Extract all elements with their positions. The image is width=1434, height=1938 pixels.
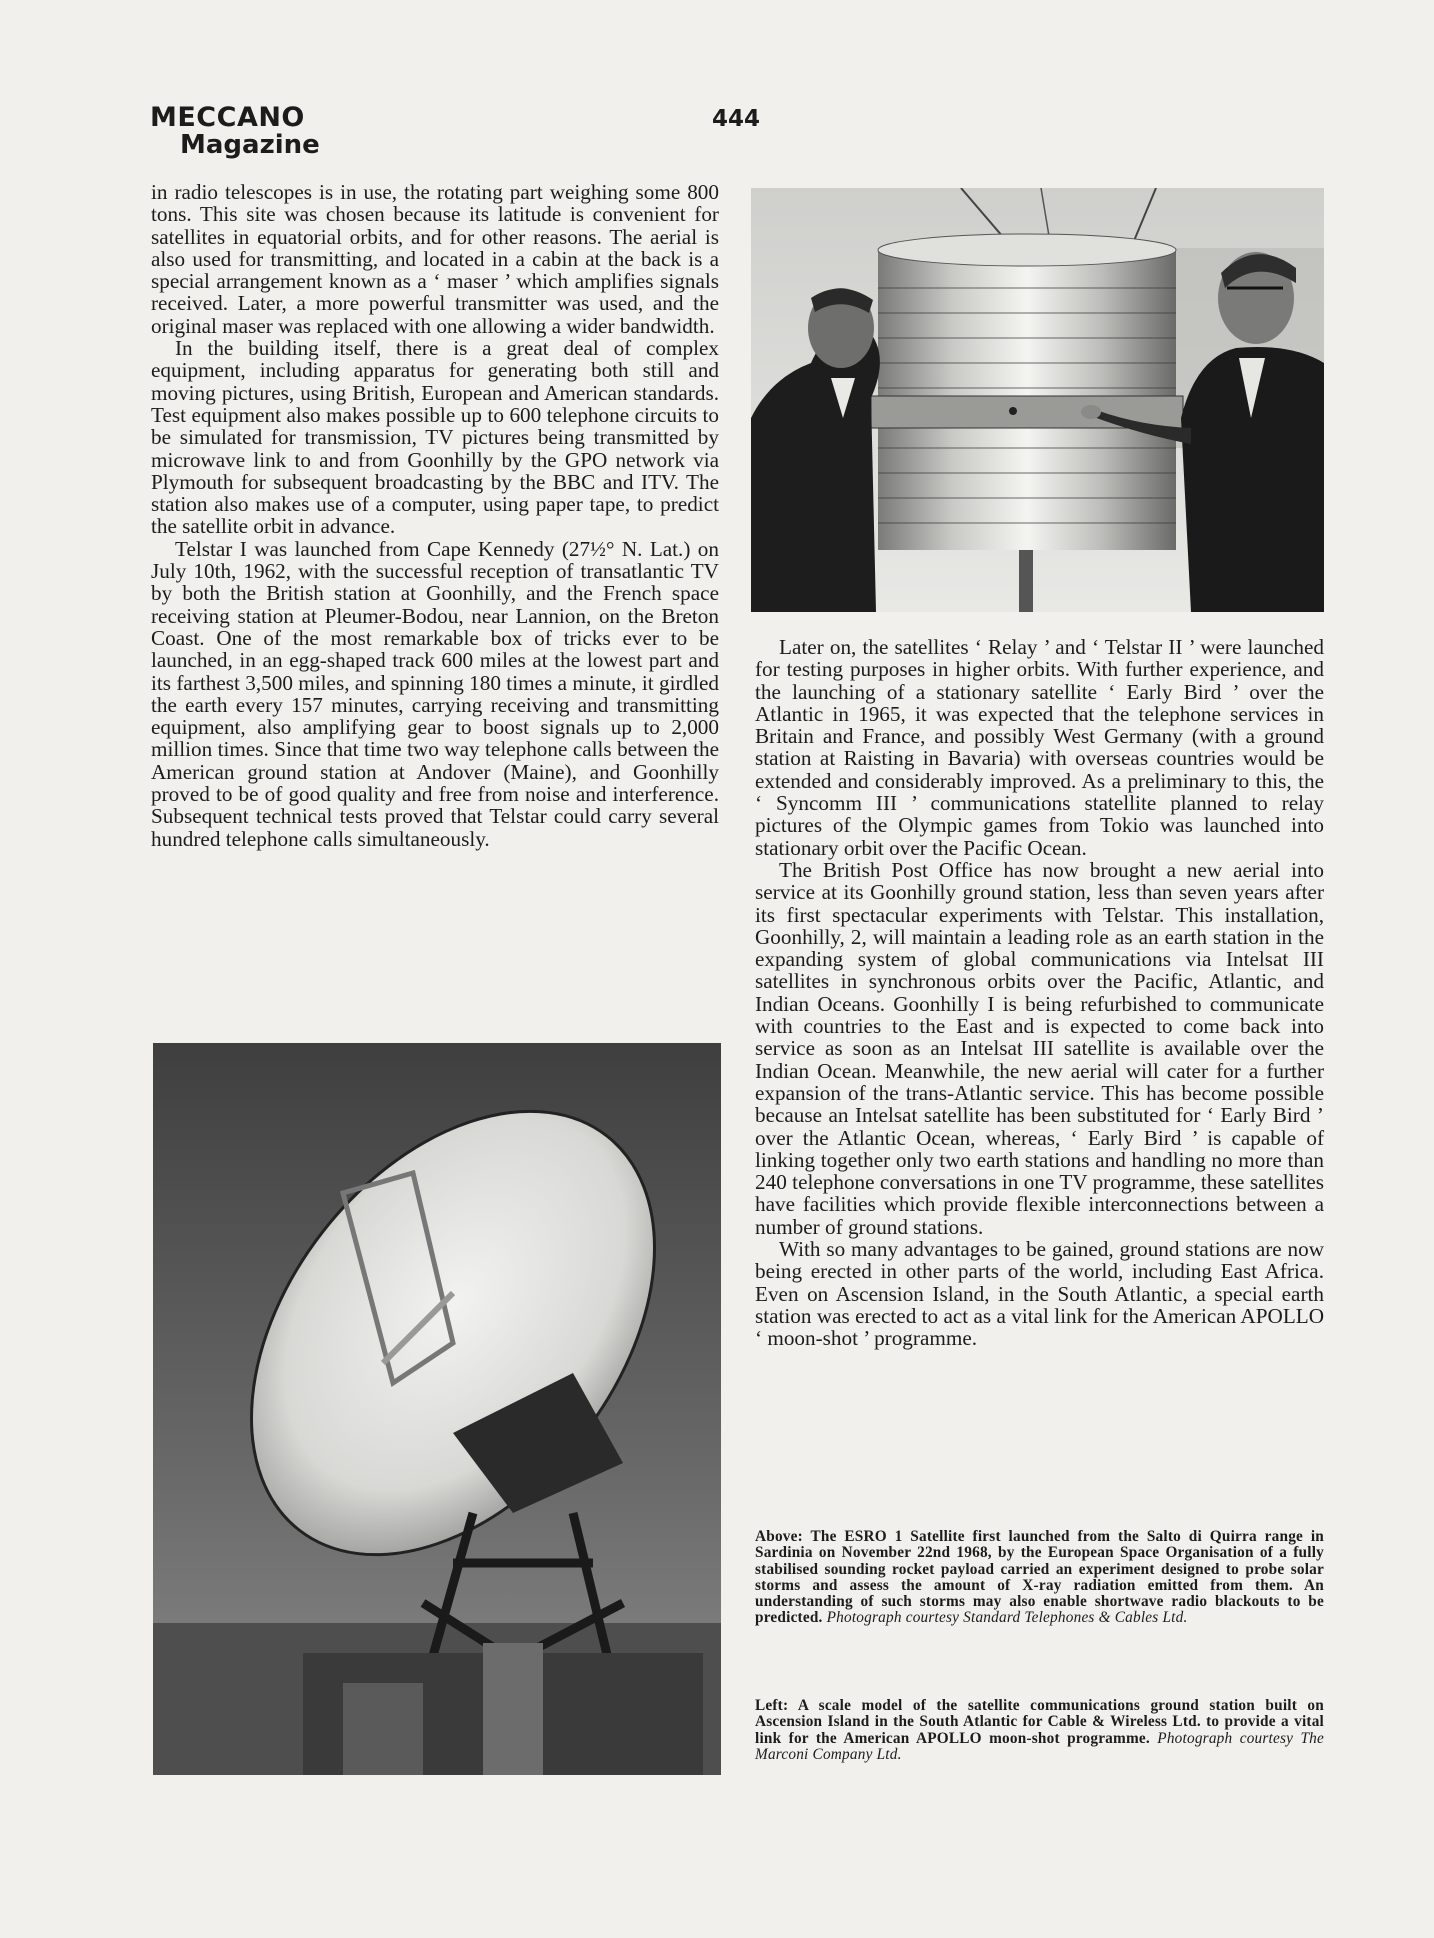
right-text-column [755, 636, 1324, 1350]
right-paragraph-1: Later on, the satellites ‘ Relay ’ and ‘ Telstar II ’ were launched for testing purposes in higher orbits. With further experience, and the launching of a stationary satellite ‘ Early Bird ’ over the Atlantic in 1965, it was expected that the telephone services in Britain and France, and possibly West Germany (with a ground station at Raisting in Bavaria) with overseas countries would be extended and considerably improved. As a preliminary to this, the ‘ Syncomm III ’ communications statellite planned to relay pictures of the Olympic games from Tokio was launched into stationary orbit over the Pacific Ocean. [755, 635, 1324, 860]
right-paragraph-3: With so many advantages to be gained, ground stations are now being erected in other parts of the world, including East Africa. Even on Ascension Island, in the South Atlantic, a special earth station was erected to act as a vital link for the American APOLLO ‘ moon-shot ’ programme. [755, 1237, 1324, 1351]
caption-above-credit: Photograph courtesy Standard Telephones & Cables Ltd. [826, 1609, 1188, 1627]
caption-left-text: Left: A scale model of the satellite communications ground station built on Ascension Island in the South Atlantic for Cable & Wireless Ltd. to provide a vital link for the American APOLLO moon-shot programme. [755, 1697, 1324, 1747]
caption-above-text: Above: The ESRO 1 Satellite first launched from the Salto di Quirra range in Sardinia on November 22nd 1968, by the European Space Organisation of a fully stabilised sounding rocket payload carried an experiment designed to probe solar storms and assess the amount of X-ray radiation emitted from them. An understanding of such storms may also enable shortwave radio blackouts to be predicted. [755, 1528, 1324, 1627]
masthead-subtitle: Magazine [180, 130, 320, 161]
left-paragraph-1: in radio telescopes is in use, the rotating part weighing some 800 tons. This site was chosen because its latitude is convenient for satellites in equatorial orbits, and for other reasons. The aerial is also used for transmitting, and located in a cabin at the back is a special arrangement known as a ‘ maser ’ which amplifies signals received. Later, a more powerful transmitter was used, and the original maser was replaced with one allowing a wider bandwidth. [151, 180, 719, 338]
masthead-title: MECCANO [150, 102, 305, 133]
right-paragraph-2: The British Post Office has now brought a new aerial into service at its Goonhilly ground station, less than seven years after its first spectacular experiments with Telstar. This installation, Goonhilly, 2, will maintain a leading role as an earth station in the expanding system of global communications via Intelsat III satellites in synchronous orbits over the Pacific, Atlantic, and Indian Oceans. Goonhilly I is being refurbished to communicate with countries to the East and is expected to come back into service as soon as an Intelsat III satellite is available over the Indian Ocean. Meanwhile, the new aerial will cater for a further expansion of the trans-Atlantic service. This has become possible because an Intelsat satellite has been substituted for ‘ Early Bird ’ over the Atlantic Ocean, whereas, ‘ Early Bird ’ is capable of linking together only two earth stations and handling no more than 240 telephone conversations in one TV programme, these satellites have facilities which provide flexible interconnections between a number of ground stations. [755, 857, 1324, 1239]
page-number: 444 [712, 106, 761, 132]
masthead [150, 104, 320, 160]
caption-left [755, 1698, 1324, 1763]
caption-left-credit: Photograph courtesy The Marconi Company Ltd. [755, 1729, 1325, 1763]
left-text-column [151, 181, 719, 850]
left-paragraph-2: In the building itself, there is a great deal of complex equipment, including apparatus for generating both still and moving pictures, using British, European and American standards. Test equipment also makes possible up to 600 telephone circuits to be simulated for transmission, TV pictures being transmitted by microwave link to and from Goonhilly by the GPO network via Plymouth for subsequent broadcasting by the BBC and ITV. The station also makes use of a computer, using paper tape, to predict the satellite orbit in advance. [151, 336, 719, 539]
satellite-photo [751, 188, 1324, 612]
ground-station-photo [153, 1043, 721, 1775]
left-paragraph-3: Telstar I was launched from Cape Kennedy (27½° N. Lat.) on July 10th, 1962, with the successful reception of transatlantic TV by both the British station at Goonhilly, and the French space receiving station at Pleumer-Bodou, near Lannion, on the Breton Coast. One of the most remarkable box of tricks ever to be launched, in an egg-shaped track 600 miles at the lowest part and its farthest 3,500 miles, and spinning 180 times a minute, it girdled the earth every 157 minutes, carrying receiving and transmitting equipment, also amplifying gear to boost signals up to 2,000 million times. Since that time two way telephone calls between the American ground station at Andover (Maine), and Goonhilly proved to be of good quality and free from noise and interference. Subsequent technical tests proved that Telstar could carry several hundred telephone calls simultaneously. [151, 536, 719, 851]
caption-above [755, 1529, 1324, 1627]
